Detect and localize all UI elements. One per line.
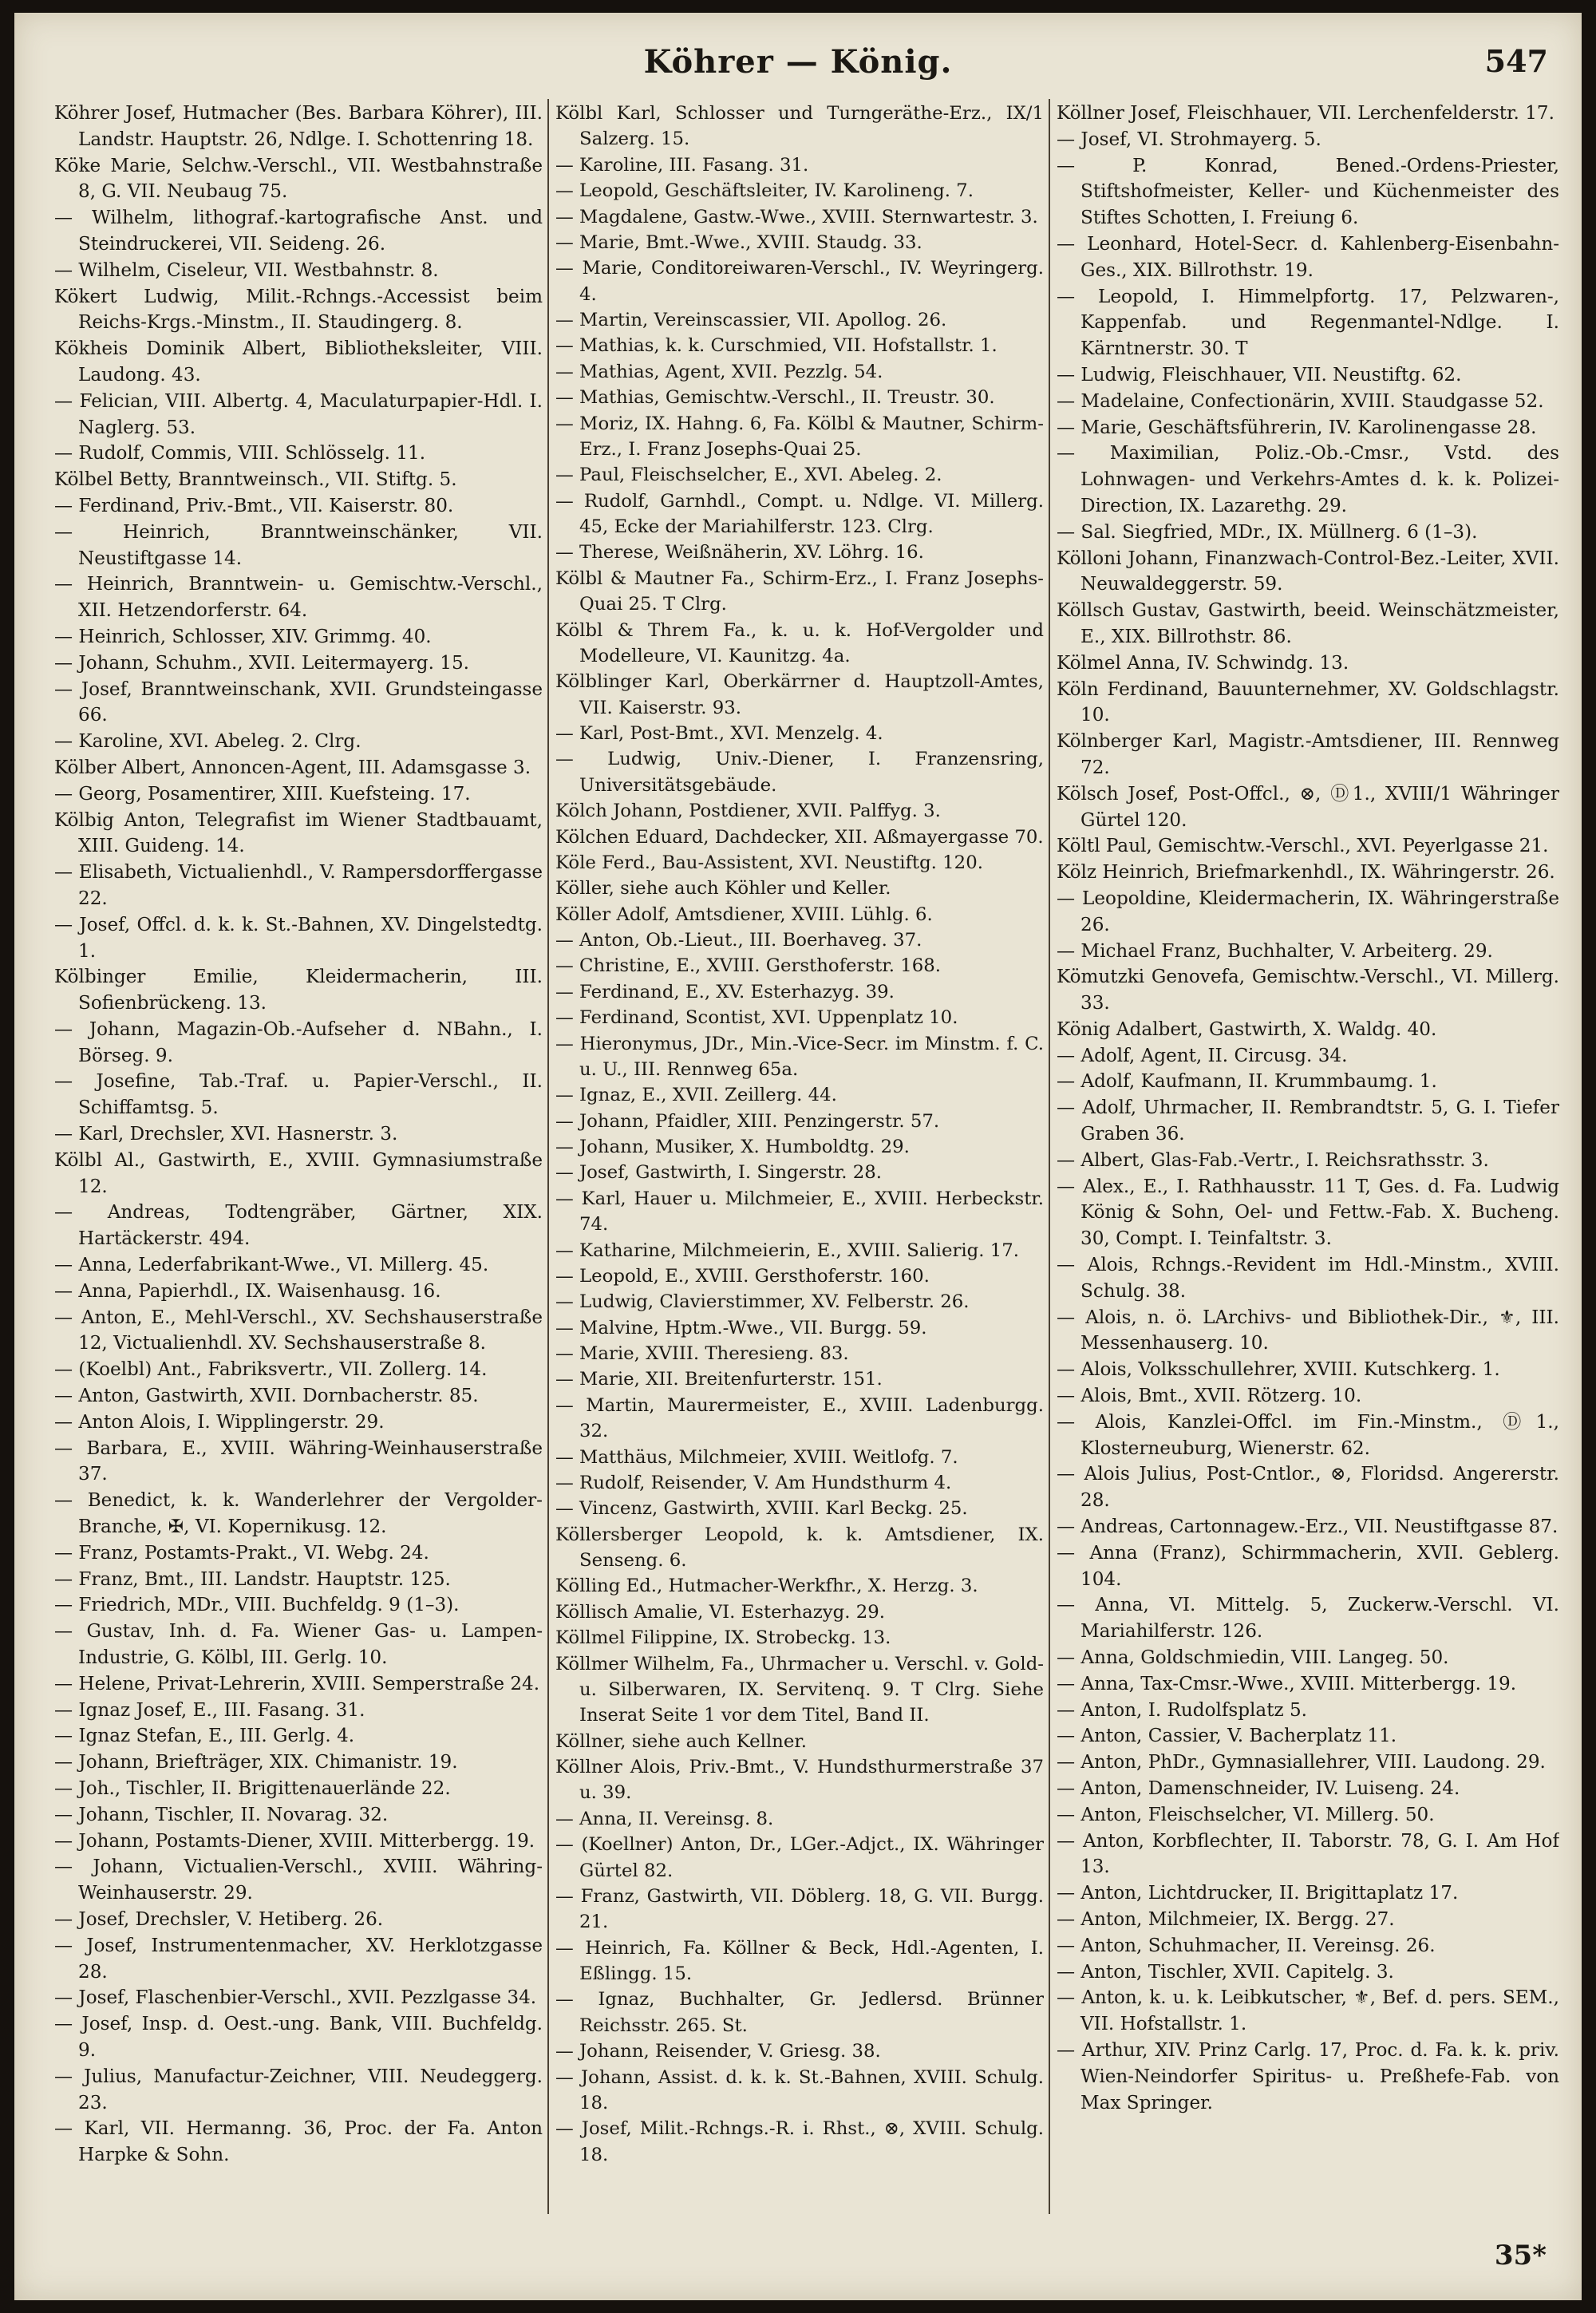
directory-entry: — Leopold, I. Himmelpfortg. 17, Pelzwaren-, Kappenfab. und Regenmantel-Ndlge. I. Kärntnerstr. 30. T — [1057, 286, 1559, 360]
directory-entry: — Ignaz Josef, E., III. Fasang. 31. — [54, 1699, 365, 1721]
directory-entry: Köln Ferdinand, Bauunternehmer, XV. Goldschlagstr. 10. — [1057, 678, 1559, 726]
directory-entry: — Martin, Vereinscassier, VII. Apollog. 26. — [555, 310, 947, 330]
directory-entry: — Hieronymus, JDr., Min.-Vice-Secr. im Minstm. f. C. u. U., III. Rennweg 65a. — [555, 1033, 1044, 1080]
directory-entry: — Therese, Weißnäherin, XV. Löhrg. 16. — [555, 542, 924, 563]
directory-entry: Kölch Johann, Postdiener, XVII. Palffyg. 3. — [555, 801, 941, 822]
directory-entry: — Anton Alois, I. Wipplingerstr. 29. — [54, 1411, 385, 1433]
directory-entry: Köller Adolf, Amtsdiener, XVIII. Lühlg. 6. — [555, 903, 933, 925]
directory-entry: — Josef, Branntweinschank, XVII. Grundsteingasse 66. — [54, 678, 543, 726]
directory-entry: — Franz, Bmt., III. Landstr. Hauptstr. 125. — [54, 1568, 451, 1590]
directory-entry: — Alois, Bmt., XVII. Rötzerg. 10. — [1057, 1386, 1362, 1407]
directory-entry: — Johann, Musiker, X. Humboldtg. 29. — [555, 1137, 910, 1157]
directory-entry: — P. Konrad, Bened.-Ordens-Priester, Stiftshofmeister, Keller- und Küchenmeister des Stiftes Schotten, I. Freiung 6. — [1057, 155, 1559, 229]
directory-entry: — Josef, Drechsler, V. Hetiberg. 26. — [54, 1908, 384, 1930]
directory-entry: — Alex., E., I. Rathhausstr. 11 T, Ges. d. Fa. Ludwig König & Sohn, Oel- und Fettw.-Fab. X. Bucheng. 30, Compt. I. Teinfaltstr. 3. — [1057, 1176, 1559, 1250]
directory-entry: — Vincenz, Gastwirth, XVIII. Karl Beckg. 25. — [555, 1498, 968, 1520]
directory-entry: — Ferdinand, E., XV. Esterhazyg. 39. — [555, 981, 895, 1002]
directory-entry: — Leopold, Geschäftsleiter, IV. Karolineng. 7. — [555, 180, 974, 202]
directory-entry: — Elisabeth, Victualienhdl., V. Rampersdorffergasse 22. — [54, 862, 543, 909]
directory-entry: Köllmer Wilhelm, Fa., Uhrmacher u. Verschl. v. Gold- u. Silberwaren, IX. Servitenq. 9. T Clrg. Siehe Inserat Seite 1 vor dem Titel, Band II. — [555, 1653, 1044, 1726]
directory-entry: — Katharine, Milchmeierin, E., XVIII. Salierig. 17. — [555, 1240, 1019, 1261]
directory-entry: — Andreas, Todtengräber, Gärtner, XIX. Hartäckerstr. 494. — [54, 1202, 543, 1250]
directory-entry: — Joh., Tischler, II. Brigittenauerlände 22. — [54, 1778, 451, 1799]
directory-entry: — Johann, Briefträger, XIX. Chimanistr. 19. — [54, 1752, 458, 1773]
directory-entry: — Johann, Schuhm., XVII. Leitermayerg. 15. — [54, 652, 469, 674]
directory-entry: — Andreas, Cartonnagew.-Erz., VII. Neustiftgasse 87. — [1057, 1516, 1558, 1538]
directory-entry: — Karoline, XVI. Abeleg. 2. Clrg. — [54, 731, 361, 753]
directory-entry: — Anton, Fleischselcher, VI. Millerg. 50. — [1057, 1804, 1435, 1825]
directory-entry: — Mathias, Gemischtw.-Verschl., II. Treustr. 30. — [555, 387, 995, 409]
column-divider — [547, 99, 549, 2214]
directory-entry: Köle Ferd., Bau-Assistent, XVI. Neustiftg. 120. — [555, 852, 983, 873]
directory-entry: — Rudolf, Commis, VIII. Schlösselg. 11. — [54, 443, 426, 465]
directory-entry: — Friedrich, MDr., VIII. Buchfeldg. 9 (1–3). — [54, 1595, 460, 1616]
directory-entry: — Johann, Pfaidler, XIII. Penzingerstr. 57. — [555, 1110, 940, 1132]
directory-entry: Kölbl Karl, Schlosser und Turngeräthe-Erz., IX/1 Salzerg. 15. — [555, 103, 1044, 150]
directory-entry: — Anton, PhDr., Gymnasiallehrer, VIII. Laudong. 29. — [1057, 1752, 1546, 1773]
directory-entry: — Albert, Glas-Fab.-Vertr., I. Reichsrathsstr. 3. — [1057, 1149, 1489, 1171]
directory-entry: — Anton, E., Mehl-Verschl., XV. Sechshauserstraße 12, Victualienhdl. XV. Sechshauserstraße 8. — [54, 1307, 543, 1354]
directory-entry: — Karl, Drechsler, XVI. Hasnerstr. 3. — [54, 1124, 398, 1145]
directory-entry: Kölbig Anton, Telegrafist im Wiener Stadtbauamt, XIII. Guideng. 14. — [54, 809, 543, 857]
directory-entry: — Anna, II. Vereinsg. 8. — [555, 1808, 774, 1829]
directory-entry: Kölmel Anna, IV. Schwindg. 13. — [1057, 652, 1349, 674]
directory-entry: — Sal. Siegfried, MDr., IX. Müllnerg. 6 (1–3). — [1057, 521, 1478, 543]
directory-entry: — Anton, I. Rudolfsplatz 5. — [1057, 1699, 1308, 1721]
directory-entry: — Anna (Franz), Schirmmacherin, XVII. Geblerg. 104. — [1057, 1542, 1559, 1590]
directory-entry: — Anton, Tischler, XVII. Capitelg. 3. — [1057, 1961, 1394, 1983]
signature-mark: 35* — [1494, 2240, 1547, 2271]
directory-entry: — Josef, Insp. d. Oest.-ung. Bank, VIII. Buchfeldg. 9. — [54, 2014, 543, 2061]
directory-page — [14, 13, 1582, 2300]
directory-entry: — Mathias, k. k. Curschmied, VII. Hofstallstr. 1. — [555, 335, 998, 357]
directory-entry: — Karoline, III. Fasang. 31. — [555, 154, 809, 176]
directory-entry: — Anton, Milchmeier, IX. Bergg. 27. — [1057, 1908, 1395, 1930]
directory-entry: — Ludwig, Univ.-Diener, I. Franzensring, Universitätsgebäude. — [555, 749, 1044, 796]
directory-entry: — Anton, Gastwirth, XVII. Dornbacherstr. 85. — [54, 1386, 479, 1407]
directory-entry: — Johann, Postamts-Diener, XVIII. Mitterbergg. 19. — [54, 1830, 535, 1852]
directory-entry: — Helene, Privat-Lehrerin, XVIII. Semperstraße 24. — [54, 1673, 540, 1694]
directory-entry: — Leopold, E., XVIII. Gersthoferstr. 160. — [555, 1265, 930, 1287]
directory-entry: — Paul, Fleischselcher, E., XVI. Abeleg. 2. — [555, 465, 942, 486]
directory-entry: — Madelaine, Confectionärin, XVIII. Staudgasse 52. — [1057, 390, 1544, 412]
directory-entry: — Anton, Schuhmacher, II. Vereinsg. 26. — [1057, 1935, 1436, 1956]
directory-entry: — Gustav, Inh. d. Fa. Wiener Gas- u. Lampen-Industrie, G. Kölbl, III. Gerlg. 10. — [54, 1621, 543, 1669]
directory-entry: Kölblinger Karl, Oberkärrner d. Hauptzoll-Amtes, VII. Kaiserstr. 93. — [555, 671, 1044, 718]
directory-entry: — (Koellner) Anton, Dr., LGer.-Adjct., IX. Währinger Gürtel 82. — [555, 1834, 1044, 1881]
directory-entry: Kölsch Josef, Post-Offcl., ⊗, Ⓓ1., XVIII/1 Währinger Gürtel 120. — [1057, 783, 1559, 831]
directory-entry: Köllner Josef, Fleischhauer, VII. Lerchenfelderstr. 17. — [1057, 103, 1555, 124]
directory-entry: — Johann, Tischler, II. Novarag. 32. — [54, 1804, 389, 1825]
directory-column-1 — [54, 101, 543, 2216]
directory-entry: — Ferdinand, Scontist, XVI. Uppenplatz 10. — [555, 1007, 958, 1029]
directory-entry: Kölbl & Mautner Fa., Schirm-Erz., I. Franz Josephs-Quai 25. T Clrg. — [555, 567, 1044, 615]
directory-entry: — Heinrich, Branntweinschänker, VII. Neustiftgasse 14. — [54, 521, 543, 569]
directory-entry: — Karl, Post-Bmt., XVI. Menzelg. 4. — [555, 723, 883, 744]
directory-entry: — Marie, XVIII. Theresieng. 83. — [555, 1343, 849, 1364]
directory-entry: — Ignaz Stefan, E., III. Gerlg. 4. — [54, 1726, 355, 1747]
directory-entry: — Ignaz, E., XVII. Zeillerg. 44. — [555, 1085, 837, 1106]
directory-entry: — Josefine, Tab.-Traf. u. Papier-Verschl., II. Schiffamtsg. 5. — [54, 1071, 543, 1119]
directory-entry: — Anna, VI. Mittelg. 5, Zuckerw.-Verschl. VI. Mariahilferstr. 126. — [1057, 1595, 1559, 1643]
directory-entry: — Marie, Conditoreiwaren-Verschl., IV. Weyringerg. 4. — [555, 258, 1044, 305]
directory-entry: — Anna, Papierhdl., IX. Waisenhausg. 16. — [54, 1280, 441, 1302]
directory-entry: Köhrer Josef, Hutmacher (Bes. Barbara Köhrer), III. Landstr. Hauptstr. 26, Ndlge. I. Schottenring 18. — [54, 103, 543, 150]
directory-entry: — Martin, Maurermeister, E., XVIII. Ladenburgg. 32. — [555, 1394, 1044, 1442]
directory-entry: — Josef, Gastwirth, I. Singerstr. 28. — [555, 1162, 882, 1184]
directory-entry: — Georg, Posamentirer, XIII. Kuefsteing. 17. — [54, 783, 471, 805]
directory-entry: — Alois, n. ö. LArchivs- und Bibliothek-Dir., ⚜, III. Messenhauserg. 10. — [1057, 1307, 1559, 1354]
directory-entry: Kömutzki Genovefa, Gemischtw.-Verschl., VI. Millerg. 33. — [1057, 967, 1559, 1014]
directory-entry: — Barbara, E., XVIII. Währing-Weinhauserstraße 37. — [54, 1437, 543, 1485]
directory-entry: — Alois, Rchngs.-Revident im Hdl.-Minstm., XVIII. Schulg. 38. — [1057, 1255, 1559, 1302]
directory-entry: — Rudolf, Reisender, V. Am Hundsthurm 4. — [555, 1472, 952, 1493]
directory-entry: Köllsch Gustav, Gastwirth, beeid. Weinschätzmeister, E., XIX. Billrothstr. 86. — [1057, 600, 1559, 647]
directory-entry: — Heinrich, Schlosser, XIV. Grimmg. 40. — [54, 626, 432, 647]
directory-entry: Köllisch Amalie, VI. Esterhazyg. 29. — [555, 1601, 886, 1623]
directory-entry: — Julius, Manufactur-Zeichner, VIII. Neudeggerg. 23. — [54, 2066, 543, 2113]
directory-entry: — Karl, VII. Hermanng. 36, Proc. der Fa. Anton Harpke & Sohn. — [54, 2118, 543, 2166]
directory-entry: — Christine, E., XVIII. Gersthoferstr. 168. — [555, 955, 941, 977]
directory-entry: Kölber Albert, Annoncen-Agent, III. Adamsgasse 3. — [54, 757, 531, 778]
directory-entry: — Adolf, Uhrmacher, II. Rembrandtstr. 5, G. I. Tiefer Graben 36. — [1057, 1097, 1559, 1145]
directory-entry: — Anna, Goldschmiedin, VIII. Langeg. 50. — [1057, 1647, 1449, 1669]
column-divider — [1049, 99, 1050, 2214]
directory-entry: — Maximilian, Poliz.-Ob.-Cmsr., Vstd. des Lohnwagen- und Verkehrs-Amtes d. k. k. Polizei-Direction, IX. Lazarethg. 29. — [1057, 443, 1559, 516]
directory-entry: — Anton, Damenschneider, IV. Luiseng. 24. — [1057, 1778, 1460, 1799]
directory-entry: Kölling Ed., Hutmacher-Werkfhr., X. Herzg. 3. — [555, 1576, 978, 1597]
directory-entry: — Anton, Korbflechter, II. Taborstr. 78, G. I. Am Hof 13. — [1057, 1830, 1559, 1878]
directory-entry: Kölbinger Emilie, Kleidermacherin, III. Sofienbrückeng. 13. — [54, 967, 543, 1014]
directory-entry: Kölbl Al., Gastwirth, E., XVIII. Gymnasiumstraße 12. — [54, 1149, 543, 1197]
directory-entry: — Josef, Offcl. d. k. k. St.-Bahnen, XV. Dingelstedtg. 1. — [54, 914, 543, 962]
directory-entry: — Johann, Assist. d. k. k. St.-Bahnen, XVIII. Schulg. 18. — [555, 2066, 1044, 2113]
directory-entry: König Adalbert, Gastwirth, X. Waldg. 40. — [1057, 1018, 1437, 1040]
directory-entry: Költl Paul, Gemischtw.-Verschl., XVI. Peyerlgasse 21. — [1057, 836, 1549, 857]
page-header — [14, 43, 1582, 91]
directory-entry: — Franz, Postamts-Prakt., VI. Webg. 24. — [54, 1542, 429, 1564]
directory-entry: Kölbl & Threm Fa., k. u. k. Hof-Vergolder und Modelleure, VI. Kaunitzg. 4a. — [555, 619, 1044, 666]
directory-entry: — Arthur, XIV. Prinz Carlg. 17, Proc. d. Fa. k. k. priv. Wien-Neindorfer Spiritus- u. Preßhefe-Fab. von Max Springer. — [1057, 2039, 1559, 2113]
directory-entry: Köllner Alois, Priv.-Bmt., V. Hundsthurmerstraße 37 u. 39. — [555, 1757, 1044, 1804]
directory-entry: — Moriz, IX. Hahng. 6, Fa. Kölbl & Mautner, Schirm-Erz., I. Franz Josephs-Quai 25. — [555, 413, 1044, 460]
directory-entry: — Karl, Hauer u. Milchmeier, E., XVIII. Herbeckstr. 74. — [555, 1188, 1044, 1236]
directory-entry: — Marie, Geschäftsführerin, IV. Karolinengasse 28. — [1057, 417, 1537, 438]
page-number: 547 — [1484, 43, 1548, 79]
directory-entry: — Josef, Flaschenbier-Verschl., XVII. Pezzlgasse 34. — [54, 1987, 537, 2009]
directory-entry: — Anton, Lichtdrucker, II. Brigittaplatz 17. — [1057, 1883, 1459, 1904]
directory-entry: — Heinrich, Fa. Köllner & Beck, Hdl.-Agenten, I. Eßlingg. 15. — [555, 1937, 1044, 1984]
directory-entry: — Adolf, Kaufmann, II. Krummbaumg. 1. — [1057, 1071, 1437, 1093]
directory-entry: — Josef, VI. Strohmayerg. 5. — [1057, 128, 1321, 150]
directory-entry: — Johann, Magazin-Ob.-Aufseher d. NBahn., I. Börseg. 9. — [54, 1018, 543, 1066]
directory-column-3 — [1057, 101, 1559, 2216]
directory-entry: Kölbel Betty, Branntweinsch., VII. Stiftg. 5. — [54, 469, 457, 491]
directory-entry: — Anna, Tax-Cmsr.-Wwe., XVIII. Mitterbergg. 19. — [1057, 1673, 1517, 1694]
directory-entry: — Ludwig, Fleischhauer, VII. Neustiftg. 62. — [1057, 364, 1462, 386]
directory-entry: Kölchen Eduard, Dachdecker, XII. Aßmayergasse 70. — [555, 826, 1044, 848]
directory-entry: — Josef, Instrumentenmacher, XV. Herklotzgasse 28. — [54, 1935, 543, 1983]
page-title: Köhrer — König. — [643, 43, 953, 81]
directory-entry: — Alois Julius, Post-Cntlor., ⊗, Floridsd. Angererstr. 28. — [1057, 1464, 1559, 1512]
directory-entry: — Malvine, Hptm.-Wwe., VII. Burgg. 59. — [555, 1317, 927, 1338]
directory-entry: Kölz Heinrich, Briefmarkenhdl., IX. Währingerstr. 26. — [1057, 862, 1555, 884]
directory-entry: — Felician, VIII. Albertg. 4, Maculaturpapier-Hdl. I. Naglerg. 53. — [54, 390, 543, 438]
directory-entry: — Michael Franz, Buchhalter, V. Arbeiterg. 29. — [1057, 940, 1493, 962]
directory-column-2 — [555, 101, 1044, 2216]
directory-entry: — Alois, Volksschullehrer, XVIII. Kutschkerg. 1. — [1057, 1359, 1500, 1381]
directory-entry: Köllersberger Leopold, k. k. Amtsdiener, IX. Senseng. 6. — [555, 1524, 1044, 1571]
directory-entry: Kölloni Johann, Finanzwach-Control-Bez.-Leiter, XVII. Neuwaldeggerstr. 59. — [1057, 548, 1559, 595]
directory-entry: — Ludwig, Clavierstimmer, XV. Felberstr. 26. — [555, 1291, 970, 1313]
directory-entry: Kölnberger Karl, Magistr.-Amtsdiener, III. Rennweg 72. — [1057, 731, 1559, 778]
directory-entry: — Magdalene, Gastw.-Wwe., XVIII. Sternwartestr. 3. — [555, 206, 1038, 227]
directory-entry: — Mathias, Agent, XVII. Pezzlg. 54. — [555, 361, 883, 382]
directory-entry: — Anton, k. u. k. Leibkutscher, ⚜, Bef. d. pers. SEM., VII. Hofstallstr. 1. — [1057, 1987, 1559, 2035]
directory-entry: — Wilhelm, lithograf.-kartografische Anst. und Steindruckerei, VII. Seideng. 26. — [54, 208, 543, 255]
directory-entry: Köke Marie, Selchw.-Verschl., VII. Westbahnstraße 8, G. VII. Neubaug 75. — [54, 155, 543, 203]
directory-entry: Kökert Ludwig, Milit.-Rchngs.-Accessist beim Reichs-Krgs.-Minstm., II. Staudingerg. 8. — [54, 286, 543, 334]
directory-entry: — Alois, Kanzlei-Offcl. im Fin.-Minstm., Ⓓ1., Klosterneuburg, Wienerstr. 62. — [1057, 1411, 1559, 1459]
directory-entry: Kökheis Dominik Albert, Bibliotheksleiter, VIII. Laudong. 43. — [54, 338, 543, 386]
directory-entry: — Johann, Reisender, V. Griesg. 38. — [555, 2041, 881, 2062]
directory-entry: — Ignaz, Buchhalter, Gr. Jedlersd. Brünner Reichsstr. 265. St. — [555, 1989, 1044, 2036]
directory-entry: Köllmel Filippine, IX. Strobeckg. 13. — [555, 1627, 891, 1649]
directory-entry: — Benedict, k. k. Wanderlehrer der Vergolder-Branche, ✠, VI. Kopernikusg. 12. — [54, 1490, 543, 1538]
directory-entry: Köller, siehe auch Köhler und Keller. — [555, 878, 891, 900]
directory-entry: — Wilhelm, Ciseleur, VII. Westbahnstr. 8. — [54, 259, 439, 281]
directory-entry: — Leopoldine, Kleidermacherin, IX. Währingerstraße 26. — [1057, 888, 1559, 935]
directory-entry: — Ferdinand, Priv.-Bmt., VII. Kaiserstr. 80. — [54, 495, 454, 516]
directory-entry: — Matthäus, Milchmeier, XVIII. Weitlofg. 7. — [555, 1446, 958, 1468]
directory-entry: — Rudolf, Garnhdl., Compt. u. Ndlge. VI. Millerg. 45, Ecke der Mariahilferstr. 123. Clrg. — [555, 490, 1044, 537]
directory-entry: — Franz, Gastwirth, VII. Döblerg. 18, G. VII. Burgg. 21. — [555, 1885, 1044, 1933]
directory-entry: — Anton, Cassier, V. Bacherplatz 11. — [1057, 1726, 1397, 1747]
directory-entry: — Johann, Victualien-Verschl., XVIII. Währing-Weinhauserstr. 29. — [54, 1856, 543, 1904]
directory-entry: — Anton, Ob.-Lieut., III. Boerhaveg. 37. — [555, 930, 922, 951]
directory-entry: — Leonhard, Hotel-Secr. d. Kahlenberg-Eisenbahn-Ges., XIX. Billrothstr. 19. — [1057, 233, 1559, 281]
directory-entry: — Adolf, Agent, II. Circusg. 34. — [1057, 1045, 1348, 1066]
directory-entry: — Anna, Lederfabrikant-Wwe., VI. Millerg. 45. — [54, 1255, 489, 1276]
directory-entry: — Heinrich, Branntwein- u. Gemischtw.-Verschl., XII. Hetzendorferstr. 64. — [54, 574, 543, 622]
directory-entry: — Josef, Milit.-Rchngs.-R. i. Rhst., ⊗, XVIII. Schulg. 18. — [555, 2118, 1044, 2165]
directory-entry: — Marie, Bmt.-Wwe., XVIII. Staudg. 33. — [555, 231, 922, 253]
directory-entry: — (Koelbl) Ant., Fabriksvertr., VII. Zollerg. 14. — [54, 1359, 488, 1381]
directory-entry: — Marie, XII. Breitenfurterstr. 151. — [555, 1369, 883, 1390]
directory-entry: Köllner, siehe auch Kellner. — [555, 1730, 807, 1752]
